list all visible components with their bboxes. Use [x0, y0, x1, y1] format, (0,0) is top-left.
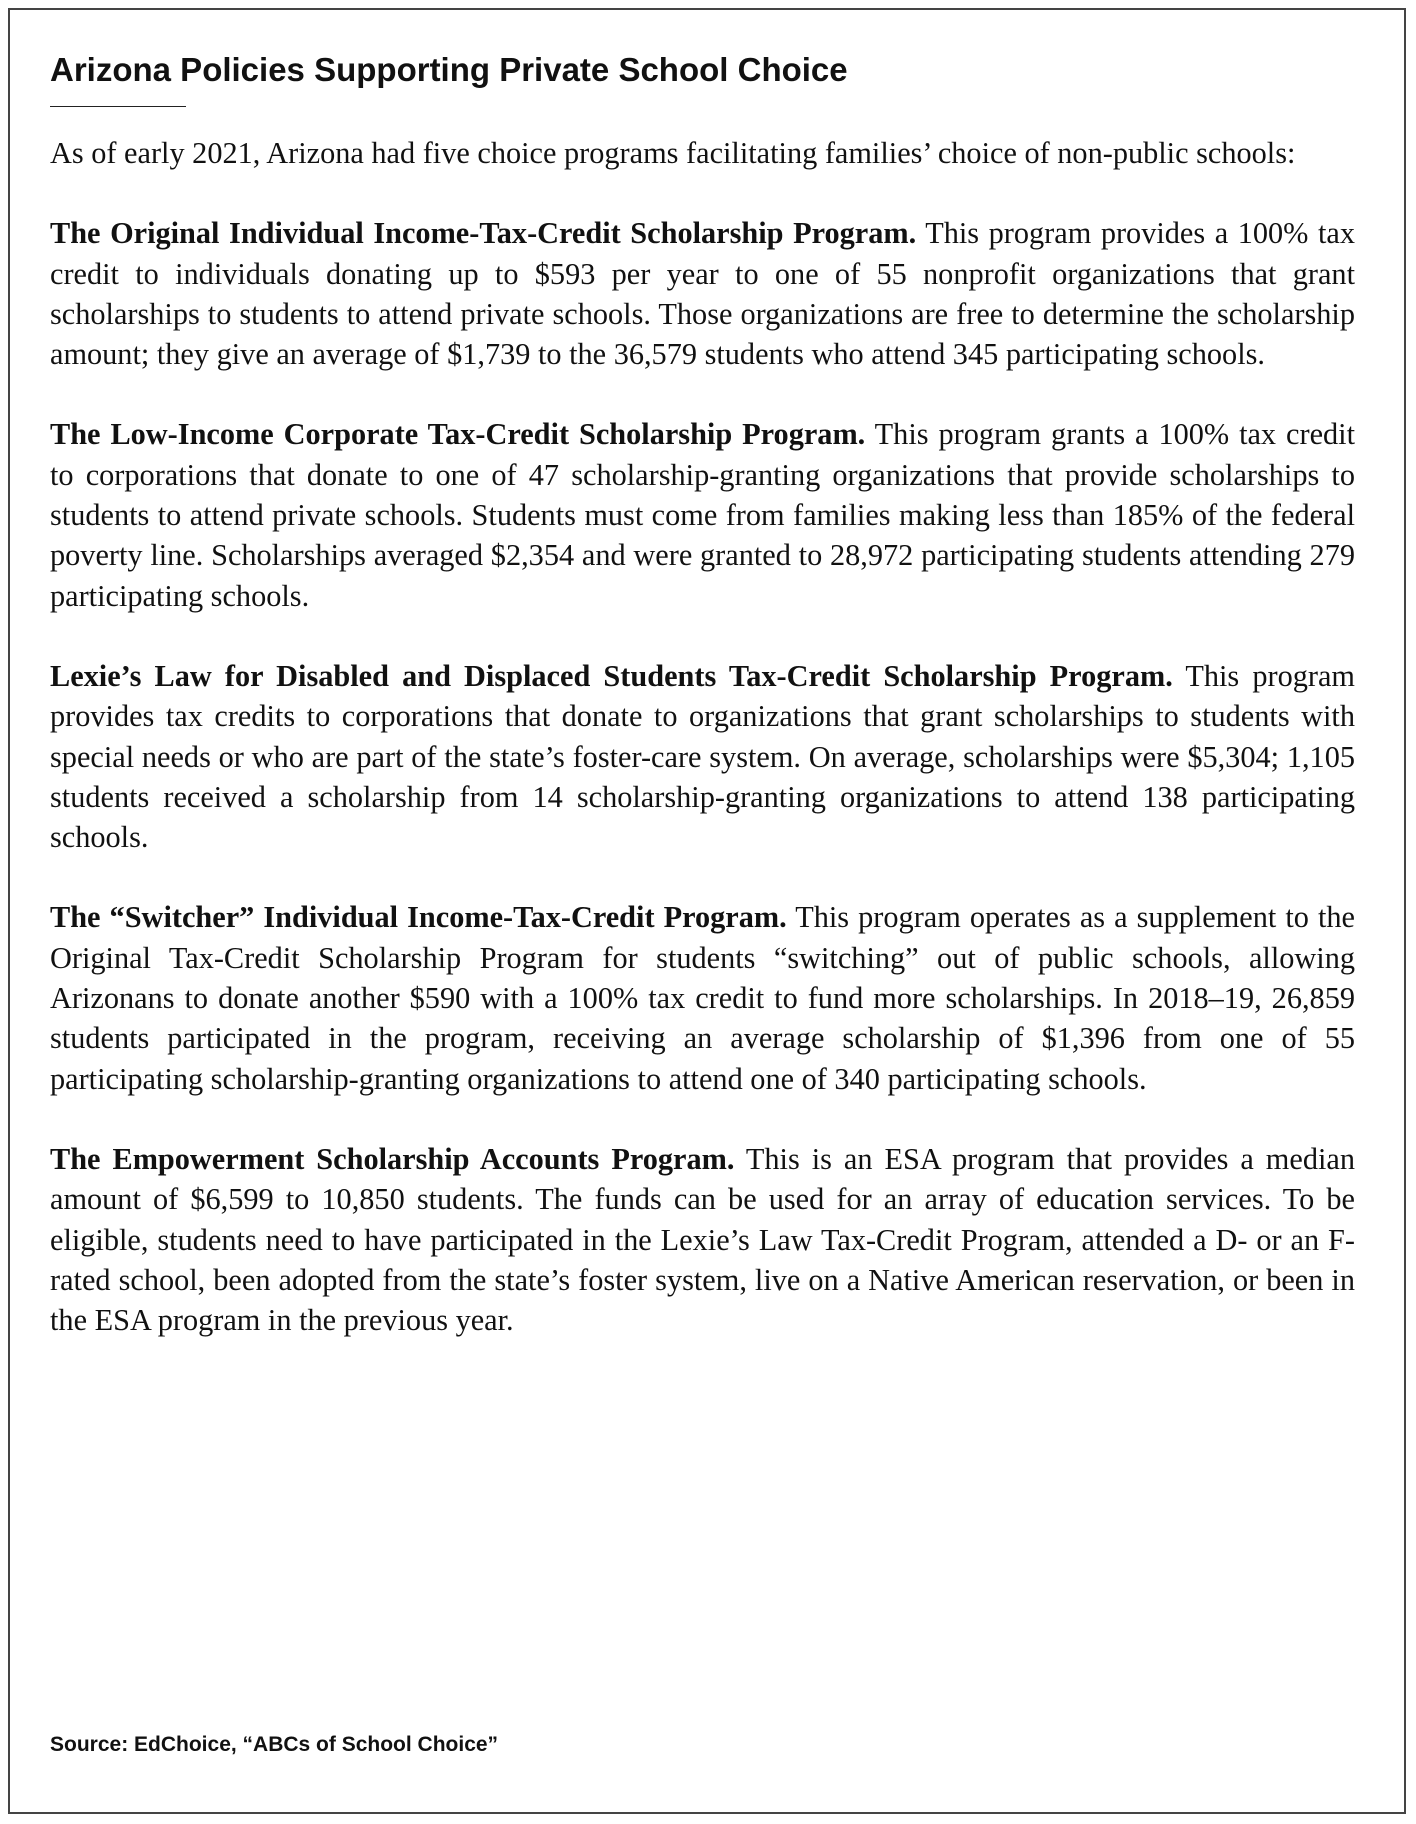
sidebar-title: Arizona Policies Supporting Private School Choice	[50, 51, 848, 88]
program-switcher	[50, 897, 1355, 1098]
program-body: This program provides a 100% tax credit to individuals donating up to $593 per year to one of 55 nonprofit organizations that grant scholarships to students to attend private schools. Those organizations are free to determine the scholarship amount; they give an average of $1,739 to the 36,579 students who attend 345 participating schools.	[50, 216, 1355, 372]
program-heading: The “Switcher” Individual Income-Tax-Credit Program.	[50, 900, 787, 935]
program-heading: The Original Individual Income-Tax-Credit Scholarship Program.	[50, 216, 917, 251]
program-body: This is an ESA program that provides a median amount of $6,599 to 10,850 students. The funds can be used for an array of education services. To be eligible, students need to have participated in the Lexie’s Law Tax-Credit Program, attended a D- or an F-rated school, been adopted from the state’s foster system, live on a Native American reservation, or been in the ESA program in the previous year.	[50, 1141, 1355, 1338]
program-original-tax-credit	[50, 213, 1355, 374]
sidebar-content	[50, 50, 1355, 1380]
program-body: This program operates as a supplement to the Original Tax-Credit Scholarship Program for students “switching” out of public schools, allowing Arizonans to donate another $590 with a 100% tax credit to fund more scholarships. In 2018–19, 26,859 students participated in the program, receiving an average scholarship of $1,396 from one of 55 participating scholarship-granting organizations to attend one of 340 participating schools.	[50, 900, 1356, 1096]
program-esa	[50, 1139, 1355, 1340]
program-heading: Lexie’s Law for Disabled and Displaced Students Tax-Credit Scholarship Program.	[50, 658, 1173, 693]
program-body: This program grants a 100% tax credit to corporations that donate to one of 47 scholarship-granting organizations that provide scholarships to students to attend private schools. Students must come from families making less than 185% of the federal poverty line. Scholarships averaged $2,354 and were granted to 28,972 participating students attending 279 participating schools.	[50, 417, 1355, 613]
source-note: Source: EdChoice, “ABCs of School Choice”	[50, 1733, 499, 1756]
program-body: This program provides tax credits to corporations that donate to organizations that grant scholarships to students with special needs or who are part of the state’s foster-care system. On average, scholarships were $5,304; 1,105 students received a scholarship from 14 scholarship-granting organizations to attend 138 participating schools.	[50, 658, 1355, 855]
program-heading: The Empowerment Scholarship Accounts Program.	[50, 1141, 735, 1176]
title-rule	[50, 106, 186, 107]
program-low-income-corporate	[50, 414, 1355, 615]
intro-paragraph: As of early 2021, Arizona had five choice programs facilitating families’ choice of non-public schools:	[50, 136, 1296, 170]
program-lexies-law	[50, 656, 1355, 857]
program-heading: The Low-Income Corporate Tax-Credit Scholarship Program.	[50, 417, 866, 452]
